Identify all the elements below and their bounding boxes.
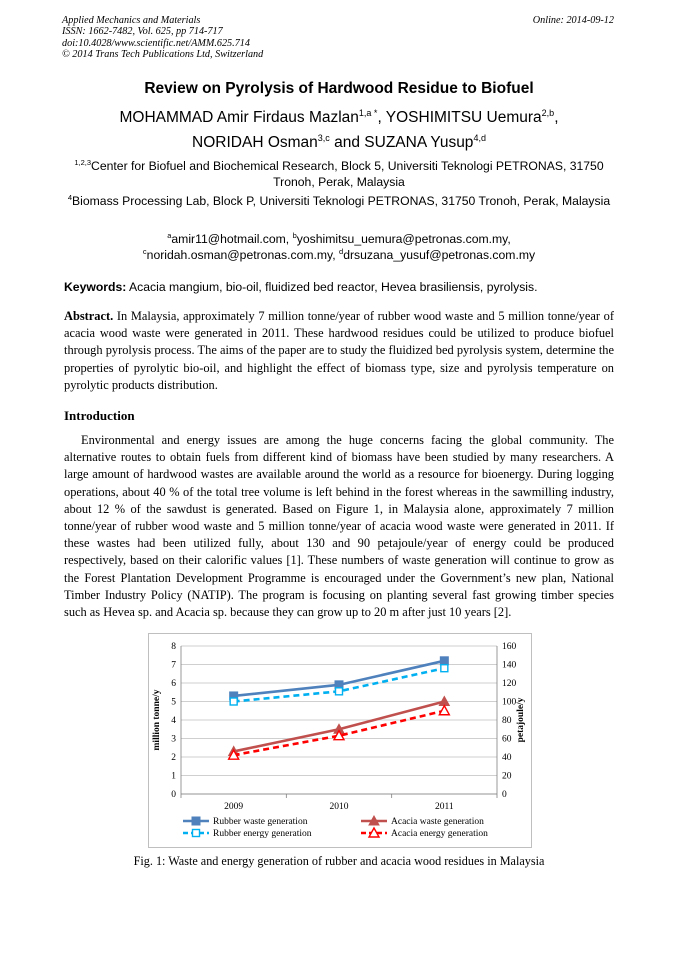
abstract-label: Abstract. [64,309,114,323]
y-tick-label: 4 [171,716,176,726]
author-affil-mark: 1,a * [358,107,378,118]
y2-tick-label: 20 [502,771,512,782]
author-sep: , [377,109,386,126]
data-point [441,665,448,672]
y2-axis-title: petajoule/y [516,697,526,743]
introduction-paragraph: Environmental and energy issues are among the huge concerns facing the global community. The alternative routes to obtain fuels from different kind of biomass have been studied by many researchers. A large amount of hardwood wastes are available around the world as a resource for bioenergy. During logging operations, about 40 % of the total tree volume is left behind in the forest whereas in the sawmilling industry, about 12 % of the sawdust is generated. Based on Figure 1, in Malaysia alone, approximately 7 million tonne/year of rubber wood waste and 5 million tonne/year of acacia wood waste were generated in 2011. If these wastes had been utilized fully, about 130 and 90 petajoule/year of energy could be produced respectively, based on their calorific values [1]. These numbers of waste generation will continue to grow as the Forest Plantation Development Programme is encouraged under the Government’s new plan, National Timber Industry Policy (NATIP). The program is focusing on planting several fast growing timber species such as Hevea sp. and Acacia sp. because they can grow up to 20 m after just 10 years [2]. [64,433,614,620]
author-affil-mark: 4,d [473,132,486,143]
x-tick-label: 2010 [329,802,349,812]
x-tick-label: 2011 [435,802,454,812]
affiliation-2 [62,194,616,210]
y2-tick-label: 0 [502,790,507,800]
email-link[interactable]: noridah.osman@petronas.com.my, [146,247,340,262]
y-tick-label: 6 [171,679,176,689]
data-point [230,698,237,705]
line-chart [149,634,531,847]
y-tick-label: 8 [171,642,176,652]
y2-tick-label: 100 [502,697,517,708]
keywords-label: Keywords: [64,280,127,294]
author-name: SUZANA Yusup [364,134,474,151]
legend-label: Acacia energy generation [391,829,488,839]
email-link[interactable]: yoshimitsu_uemura@petronas.com.my, [296,232,511,246]
paper-title: Review on Pyrolysis of Hardwood Residue to Biofuel [144,80,534,97]
email-list [62,232,616,263]
author-name: MOHAMMAD Amir Firdaus Mazlan [119,109,359,126]
legend-marker [193,830,200,837]
journal-name: Applied Mechanics and Materials [62,15,201,26]
y-tick-label: 5 [171,697,176,708]
journal-copyright: © 2014 Trans Tech Publications Ltd, Switzerland [62,49,264,61]
keywords [64,280,618,294]
y2-tick-label: 60 [502,734,512,745]
abstract-text: In Malaysia, approximately 7 million tonne/year of rubber wood waste and 5 million tonne/year of acacia wood waste were generated in 2011. These hardwood residues could be utilized to produce biofuel through pyrolysis process. The aims of the paper are to study the fluidized bed pyrolysis system, determine the properties of pyrolytic bio-oil, and highlight the effect of biomass type, size and pyrolysis temperature on pyrolytic products distribution. [64,309,614,392]
data-point [336,688,343,695]
y2-tick-label: 80 [502,716,512,726]
y-tick-label: 0 [171,790,176,800]
y-tick-label: 1 [171,771,176,782]
affiliation-1 [62,159,616,190]
x-tick-label: 2009 [224,802,244,812]
y-axis-title: million tonne/y [152,689,162,751]
author-affil-mark: 2,b [541,107,555,118]
legend-label: Rubber waste generation [213,817,308,827]
affiliation-text: Center for Biofuel and Biochemical Research, Block 5, Universiti Teknologi PETRONAS, 31750 Tronoh, Perak, Malaysia [91,159,604,189]
legend-label: Acacia waste generation [391,817,484,827]
email-mark: c [142,246,147,256]
author-sep: and [329,134,365,151]
affiliation-mark: 1,2,3 [74,157,92,167]
journal-header [62,15,263,61]
email-mark: d [339,246,344,256]
author-name: YOSHIMITSU Uemura [385,109,542,126]
journal-issn: ISSN: 1662-7482, Vol. 625, pp 714-717 [62,26,223,38]
section-heading-introduction: Introduction [64,408,135,423]
abstract [64,308,614,394]
y2-tick-label: 140 [502,660,517,671]
author-affil-mark: 3,c [317,132,330,143]
journal-doi: doi:10.4028/www.scientific.net/AMM.625.714 [62,37,250,49]
y2-tick-label: 40 [502,753,512,763]
email-mark: b [292,230,297,240]
data-point [440,657,448,665]
data-point [439,697,449,706]
keywords-text: Acacia mangium, bio-oil, fluidized bed reactor, Hevea brasiliensis, pyrolysis. [126,280,538,294]
y2-tick-label: 160 [502,642,517,652]
legend-marker [192,817,200,825]
affiliation-text: Biomass Processing Lab, Block P, Universiti Teknologi PETRONAS, 31750 Tronoh, Perak, Malaysia [72,194,611,208]
email-link[interactable]: drsuzana_yusuf@petronas.com.my [343,247,536,262]
email-link[interactable]: amir11@hotmail.com, [171,232,293,246]
y2-tick-label: 120 [502,679,517,689]
figure-caption: Fig. 1: Waste and energy generation of rubber and acacia wood residues in Malaysia [133,854,545,868]
email-mark: a [167,230,172,240]
affiliation-mark: 4 [67,192,73,202]
author-name: NORIDAH Osman [192,134,318,151]
online-date: Online: 2014-09-12 [532,15,614,26]
legend-label: Rubber energy generation [213,829,312,839]
y-tick-label: 3 [171,734,176,745]
author-sep: , [554,109,559,126]
figure-chart [148,633,532,848]
y-tick-label: 7 [171,660,176,671]
author-list [62,105,616,155]
y-tick-label: 2 [171,753,176,763]
